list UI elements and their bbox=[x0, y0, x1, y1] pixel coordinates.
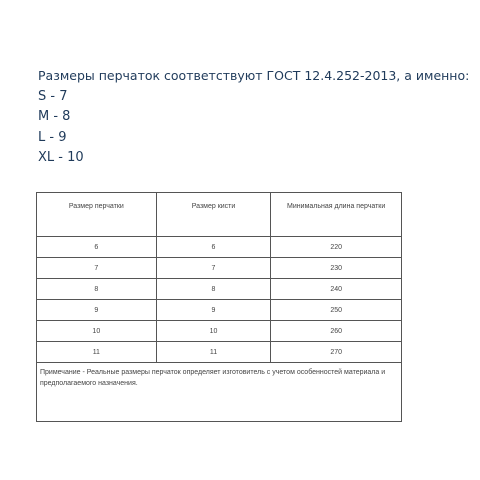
table-cell: 7 bbox=[156, 258, 271, 279]
table-cell: 11 bbox=[156, 342, 271, 363]
table-cell: 7 bbox=[37, 258, 157, 279]
table-note-row bbox=[37, 363, 402, 422]
table-cell: 270 bbox=[271, 342, 402, 363]
table-row bbox=[37, 321, 402, 342]
header-min-length: Минимальная длина перчатки bbox=[271, 193, 402, 237]
table-cell: 11 bbox=[37, 342, 157, 363]
table-cell: 240 bbox=[271, 279, 402, 300]
table-cell: 8 bbox=[156, 279, 271, 300]
table-row bbox=[37, 300, 402, 321]
table-cell: 10 bbox=[37, 321, 157, 342]
header-hand-size: Размер кисти bbox=[156, 193, 271, 237]
table-cell: 9 bbox=[37, 300, 157, 321]
table-cell: 250 bbox=[271, 300, 402, 321]
table-row bbox=[37, 237, 402, 258]
size-line-s: S - 7 bbox=[38, 88, 68, 104]
size-line-xl: XL - 10 bbox=[38, 150, 84, 165]
header-glove-size: Размер перчатки bbox=[37, 193, 157, 237]
table-row bbox=[37, 258, 402, 279]
table-cell: 220 bbox=[271, 237, 402, 258]
table-row bbox=[37, 342, 402, 363]
table-note: Примечание - Реальные размеры перчаток определяет изготовитель с учетом особенностей материала и предполагаемого назначения. bbox=[37, 363, 402, 422]
intro-heading: Размеры перчаток соответствуют ГОСТ 12.4.252-2013, а именно: bbox=[38, 68, 470, 83]
glove-size-table bbox=[36, 192, 402, 422]
size-line-m: M - 8 bbox=[38, 109, 71, 124]
table-cell: 8 bbox=[37, 279, 157, 300]
table-row bbox=[37, 279, 402, 300]
table-cell: 9 bbox=[156, 300, 271, 321]
intro-text bbox=[38, 66, 469, 169]
table-header-row bbox=[37, 193, 402, 237]
table-cell: 6 bbox=[156, 237, 271, 258]
table-cell: 230 bbox=[271, 258, 402, 279]
size-line-l: L - 9 bbox=[38, 129, 67, 145]
table-cell: 260 bbox=[271, 321, 402, 342]
table-cell: 6 bbox=[37, 237, 157, 258]
table-cell: 10 bbox=[156, 321, 271, 342]
